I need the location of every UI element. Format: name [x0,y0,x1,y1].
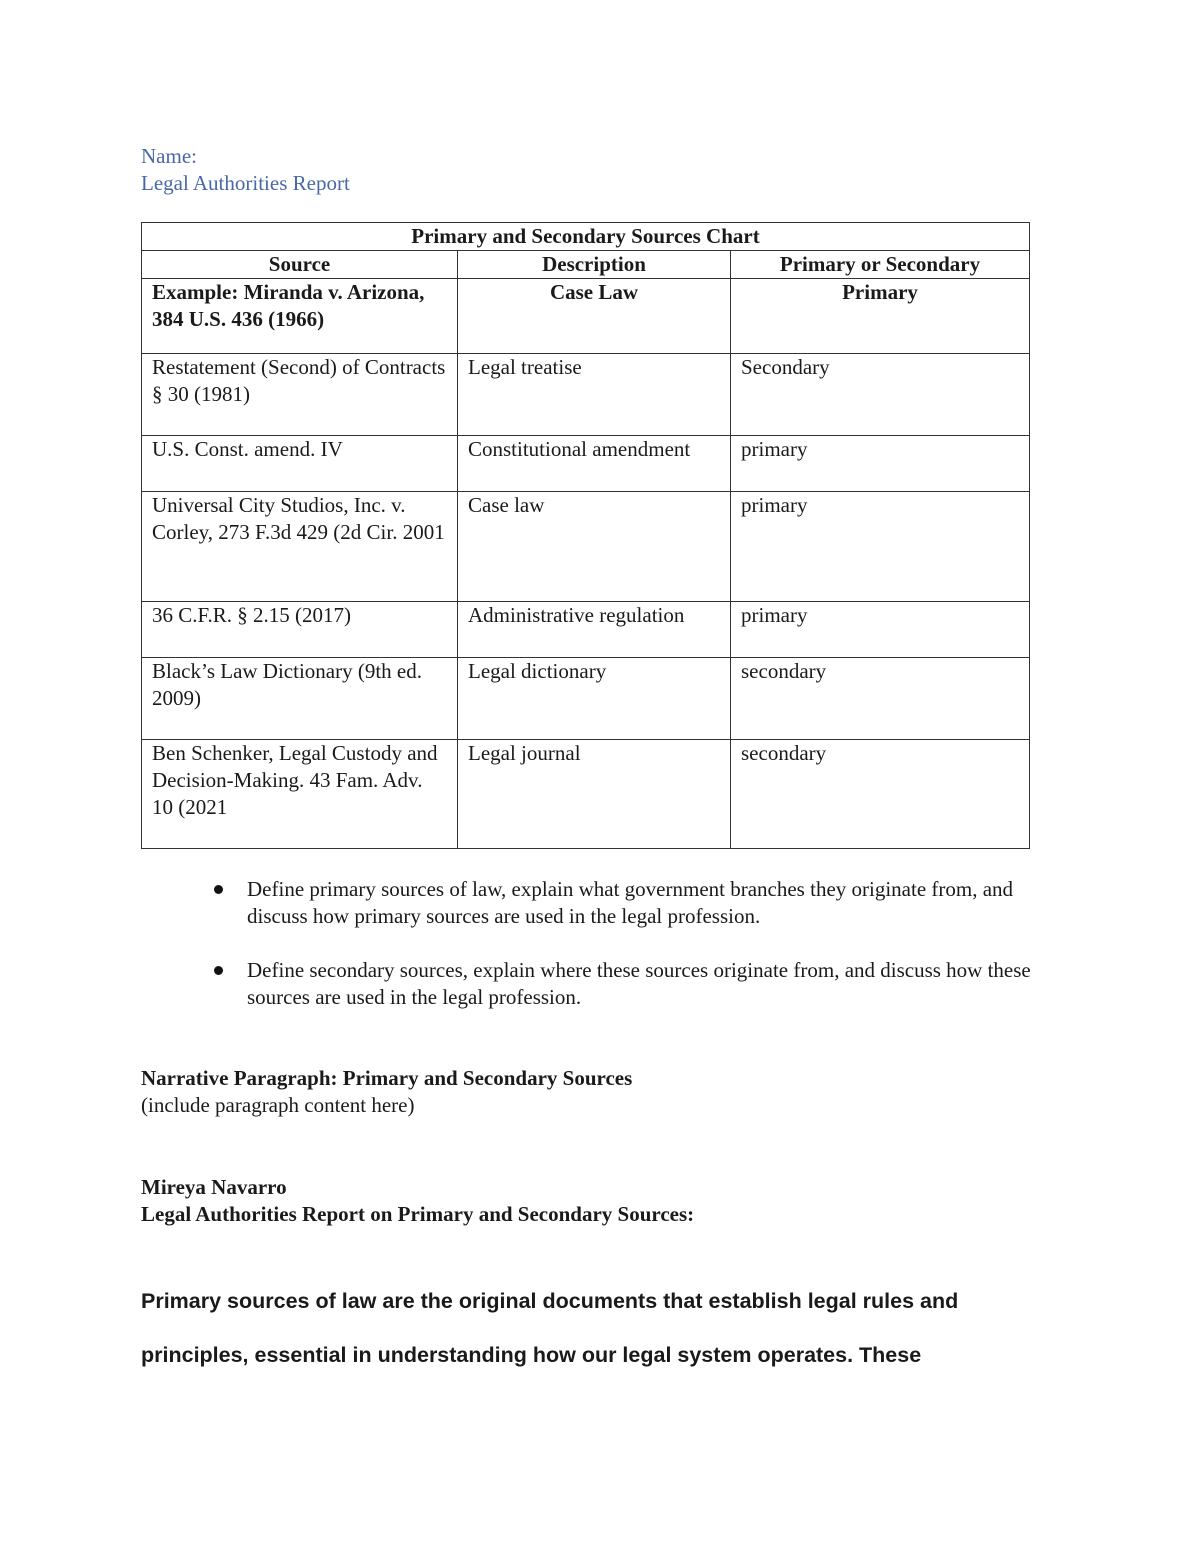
author-name: Mireya Navarro [141,1175,287,1199]
cell-source: Example: Miranda v. Arizona, 384 U.S. 436 (1966) [142,279,458,354]
cell-description: Case law [458,492,731,602]
narrative-placeholder: (include paragraph content here) [141,1093,415,1117]
report-title: Legal Authorities Report on Primary and Secondary Sources: [141,1202,695,1226]
cell-description: Legal dictionary [458,658,731,740]
cell-source: Universal City Studios, Inc. v. Corley, 273 F.3d 429 (2d Cir. 2001 [142,492,458,602]
report-header-title: Legal Authorities Report [141,171,350,195]
bullet-icon [214,885,223,894]
cell-source: Restatement (Second) of Contracts § 30 (1981) [142,354,458,436]
table-row-example [142,279,1030,354]
bullet-icon [214,966,223,975]
table-row [142,436,1030,492]
column-header-type: Primary or Secondary [731,251,1030,279]
cell-type: primary [731,602,1030,658]
cell-type: primary [731,436,1030,492]
list-item [141,876,1041,930]
cell-source: Black’s Law Dictionary (9th ed. 2009) [142,658,458,740]
table-row [142,658,1030,740]
cell-type: Secondary [731,354,1030,436]
table-caption: Primary and Secondary Sources Chart [142,223,1030,251]
table-row [142,354,1030,436]
cell-description: Constitutional amendment [458,436,731,492]
cell-description: Administrative regulation [458,602,731,658]
list-item-text: Define primary sources of law, explain what government branches they originate from, and discuss how primary sources are used in the legal profession. [247,877,1014,928]
cell-type: primary [731,492,1030,602]
table-header-row [142,251,1030,279]
column-header-description: Description [458,251,731,279]
report-body-text: Primary sources of law are the original documents that establish legal rules and principles, essential in understanding how our legal system operates. These [141,1289,959,1367]
list-item-text: Define secondary sources, explain where these sources originate from, and discuss how these sources are used in the legal profession. [247,958,1031,1009]
table-caption-row [142,223,1030,251]
cell-type: Primary [731,279,1030,354]
sources-chart-table [141,222,1030,849]
narrative-heading: Narrative Paragraph: Primary and Secondary Sources [141,1066,633,1090]
cell-type: secondary [731,658,1030,740]
cell-description: Legal treatise [458,354,731,436]
instructions-list [141,876,1041,1038]
table-row [142,740,1030,849]
cell-type: secondary [731,740,1030,849]
list-item [141,957,1041,1011]
column-header-source: Source [142,251,458,279]
cell-source: Ben Schenker, Legal Custody and Decision-Making. 43 Fam. Adv. 10 (2021 [142,740,458,849]
table-row [142,492,1030,602]
cell-description: Legal journal [458,740,731,849]
cell-description: Case Law [458,279,731,354]
cell-source: 36 C.F.R. § 2.15 (2017) [142,602,458,658]
table-row [142,602,1030,658]
cell-source: U.S. Const. amend. IV [142,436,458,492]
name-label: Name: [141,144,197,168]
